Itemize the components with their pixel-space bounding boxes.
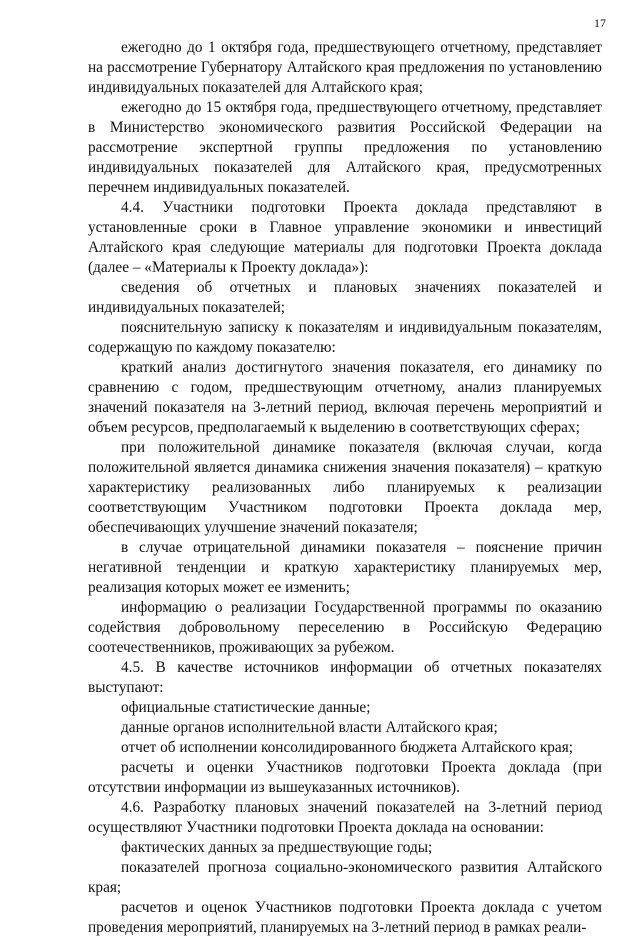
paragraph-4: сведения об отчетных и плановых значениях показателей и индивидуальных показателей; <box>88 279 602 316</box>
paragraph-7: при положительной динамике показателя (включая случаи, когда положительной является динамика снижения значения показателя) – краткую характеристику реализованных либо планируемых к реализации соответствующим Участником подготовки Проекта доклада мер, обеспечивающих улучшение значений показателя; <box>88 439 602 536</box>
paragraph-17: показателей прогноза социально-экономического развития Алтайского края; <box>88 859 602 896</box>
paragraph-16: фактических данных за предшествующие годы; <box>121 839 433 856</box>
paragraph-10: 4.5. В качестве источников информации об отчетных показателях выступают: <box>88 659 602 696</box>
paragraph-6: краткий анализ достигнутого значения показателя, его динамику по сравнению с годом, предшествующим отчетному, анализ планируемых значений показателя на 3-летний период, включая перечень мероприятий и объем ресурсов, предполагаемый к выделению в соответствующих сферах; <box>88 359 602 436</box>
paragraph-2: ежегодно до 15 октября года, предшествующего отчетному, представляет в Министерство экономического развития Российской Федерации на рассмотрение экспертной группы предложения по установлению индивидуальных показателей для Алтайского края, предусмотренных перечнем индивидуальных показателей. <box>88 99 602 196</box>
paragraph-1: ежегодно до 1 октября года, предшествующего отчетному, представляет на рассмотрение Губернатору Алтайского края предложения по установлению индивидуальных показателей для Алтайского края; <box>88 39 602 96</box>
paragraph-11: официальные статистические данные; <box>121 699 371 716</box>
paragraph-8: в случае отрицательной динамики показателя – пояснение причин негативной тенденции и краткую характеристику планируемых мер, реализация которых может ее изменить; <box>88 539 602 596</box>
paragraph-13: отчет об исполнении консолидированного бюджета Алтайского края; <box>121 739 573 756</box>
paragraph-14: расчеты и оценки Участников подготовки Проекта доклада (при отсутствии информации из вышеуказанных источников). <box>88 759 602 796</box>
paragraph-5: пояснительную записку к показателям и индивидуальным показателям, содержащую по каждому показателю: <box>88 319 602 356</box>
paragraph-15: 4.6. Разработку плановых значений показателей на 3-летний период осуществляют Участники подготовки Проекта доклада на основании: <box>88 799 602 836</box>
page-number: 17 <box>594 16 606 30</box>
document-body <box>88 38 602 938</box>
paragraph-3: 4.4. Участники подготовки Проекта доклада представляют в установленные сроки в Главное управление экономики и инвестиций Алтайского края следующие материалы для подготовки Проекта доклада (далее – «Материалы к Проекту доклада»): <box>88 199 602 276</box>
paragraph-9: информацию о реализации Государственной программы по оказанию содействия добровольному переселению в Российскую Федерацию соотечественников, проживающих за рубежом. <box>88 599 602 656</box>
paragraph-18: расчетов и оценок Участников подготовки Проекта доклада с учетом проведения мероприятий, планируемых на 3-летний период в рамках реали- <box>88 899 602 936</box>
paragraph-12: данные органов исполнительной власти Алтайского края; <box>121 719 498 736</box>
